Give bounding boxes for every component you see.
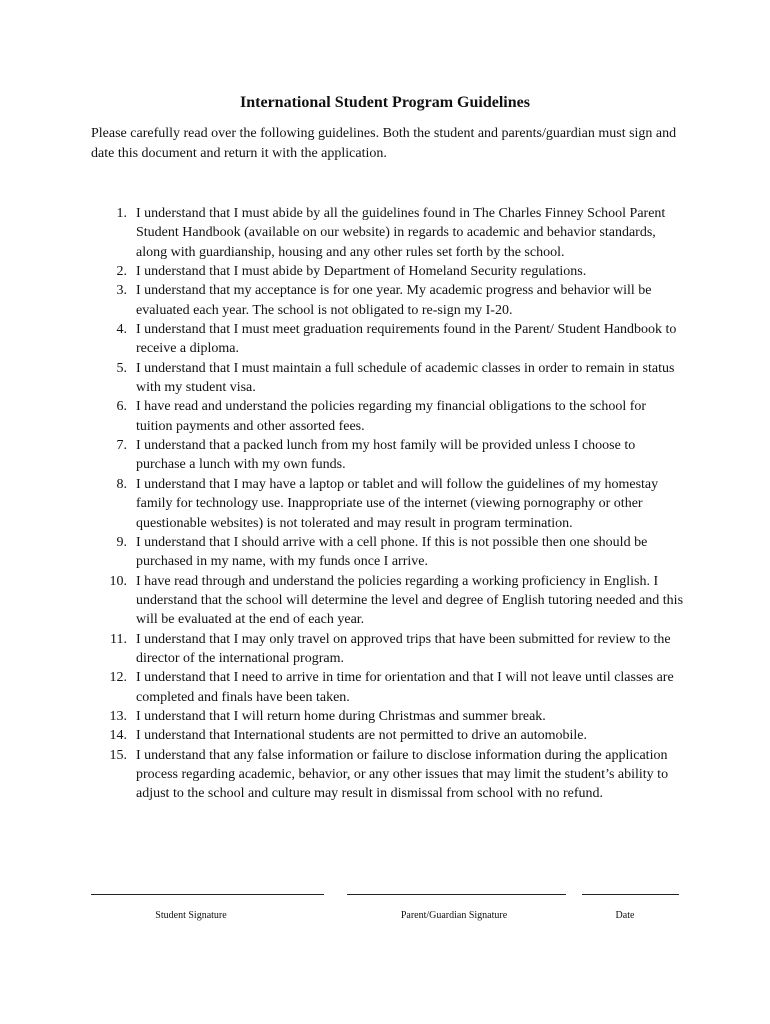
list-item (91, 475, 683, 533)
document-title: International Student Program Guidelines (240, 94, 530, 111)
list-item (91, 281, 683, 320)
list-item-number: 2. (116, 264, 127, 280)
list-item (91, 204, 683, 262)
list-item (91, 668, 683, 707)
list-item-text: I understand that I need to arrive in time for orientation and that I will not leave until classes are completed and finals have been taken. (136, 670, 674, 705)
student-signature-label: Student Signature (155, 910, 227, 921)
list-item (91, 630, 683, 669)
list-item-number: 4. (116, 322, 127, 338)
parent-signature-line[interactable] (347, 894, 566, 895)
list-item-number: 1. (116, 206, 127, 221)
list-item-text: I understand that I should arrive with a cell phone. If this is not possible then one should be purchased in my name, with my funds once I arrive. (136, 534, 648, 570)
list-item (91, 707, 683, 726)
list-item (91, 262, 683, 281)
date-label: Date (615, 910, 635, 921)
list-item-number: 10. (109, 573, 127, 589)
list-item-number: 11. (110, 631, 127, 647)
list-item-text: I understand that I may only travel on approved trips that have been submitted for review to the director of the international program. (136, 631, 671, 666)
list-item-text: I understand that I will return home during Christmas and summer break. (136, 708, 546, 724)
intro-paragraph: Please carefully read over the following guidelines. Both the student and parents/guardian must sign and date this document and return it with the application. (91, 126, 677, 161)
list-item-number: 5. (116, 360, 127, 376)
list-item-text: I understand that I must abide by Department of Homeland Security regulations. (136, 264, 587, 280)
list-item-number: 12. (109, 670, 127, 686)
list-item-number: 8. (116, 476, 127, 492)
list-item (91, 746, 683, 804)
list-item (91, 359, 683, 398)
guidelines-list (91, 204, 683, 804)
parent-signature-label: Parent/Guardian Signature (400, 910, 508, 921)
list-item-number: 9. (116, 534, 127, 550)
list-item-text: I understand that International students are not permitted to drive an automobile. (136, 728, 587, 744)
list-item (91, 572, 683, 630)
list-item-number: 14. (109, 728, 127, 744)
list-item-number: 6. (116, 399, 127, 415)
list-item-number: 13. (109, 708, 127, 724)
list-item-number: 7. (116, 438, 127, 454)
list-item-text: I have read through and understand the policies regarding a working proficiency in English. I understand that the school will determine the level and degree of English tutoring needed and this will be evaluated at the end of each year. (136, 573, 684, 628)
list-item (91, 320, 683, 359)
list-item-text: I understand that I must maintain a full schedule of academic classes in order to remain in status with my student visa. (136, 360, 675, 396)
list-item-text: I understand that I may have a laptop or tablet and will follow the guidelines of my homestay family for technology use. Inappropriate use of the internet (viewing pornography or other questionable websites) is not tolerated and may result in program termination. (136, 476, 659, 531)
list-item-text: I understand that I must meet graduation requirements found in the Parent/ Student Handbook to receive a diploma. (136, 322, 677, 357)
student-signature-line[interactable] (91, 894, 324, 895)
list-item (91, 436, 683, 475)
list-item-text: I understand that I must abide by all the guidelines found in The Charles Finney School Parent Student Handbook (available on our website) in regards to academic and behavior standards, along with guardianship, housing and any other rules set forth by the school. (136, 206, 666, 260)
list-item-text: I understand that a packed lunch from my host family will be provided unless I choose to purchase a lunch with my own funds. (136, 438, 636, 473)
list-item-number: 3. (116, 283, 127, 299)
list-item-text: I understand that my acceptance is for one year. My academic progress and behavior will be evaluated each year. The school is not obligated to re-sign my I-20. (136, 283, 652, 318)
list-item (91, 533, 683, 572)
list-item-text: I understand that any false information or failure to disclose information during the application process regarding academic, behavior, or any other issues that may limit the student’s ability to adjust to the school and culture may result in dismissal from school with no refund. (136, 747, 669, 802)
list-item (91, 397, 683, 436)
list-item-text: I have read and understand the policies regarding my financial obligations to the school for tuition payments and other assorted fees. (136, 399, 647, 434)
list-item-number: 15. (109, 747, 127, 763)
list-item (91, 726, 683, 745)
date-line[interactable] (582, 894, 679, 895)
